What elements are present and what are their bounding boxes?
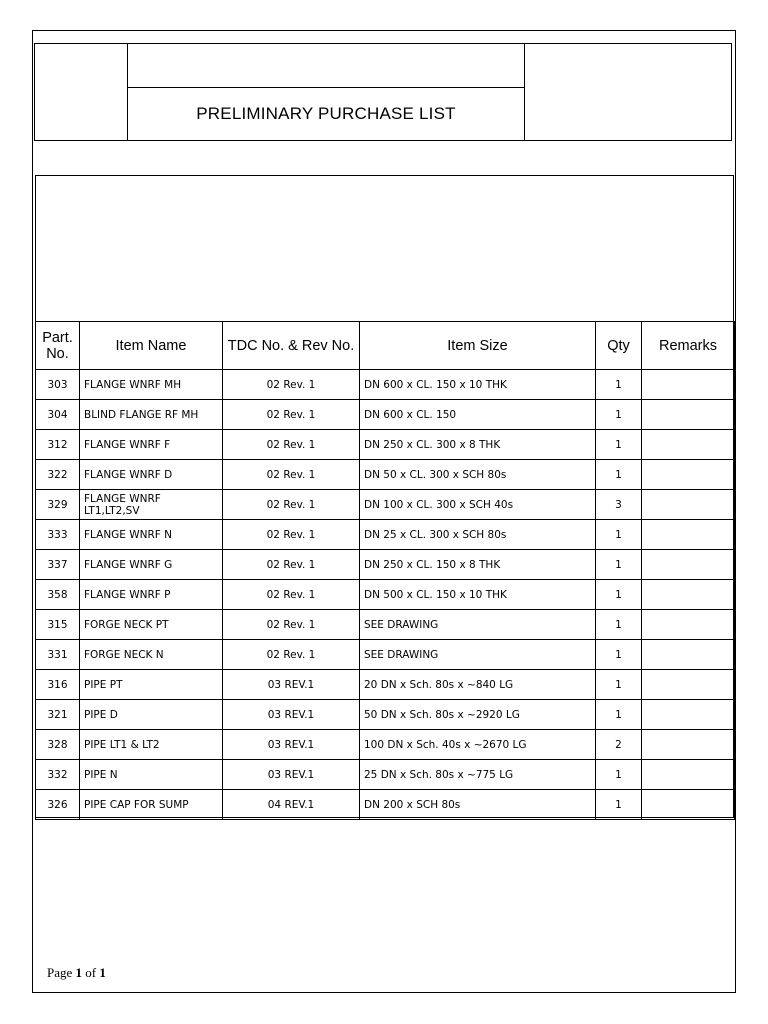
cell-item-size: DN 250 x CL. 150 x 8 THK [360, 550, 596, 580]
cell-part-no: 303 [36, 370, 80, 400]
table-row [36, 400, 735, 430]
table-row [36, 670, 735, 700]
page-total: 1 [99, 965, 106, 980]
document-title: PRELIMINARY PURCHASE LIST [196, 104, 456, 123]
table-row [36, 580, 735, 610]
cell-part-no: 321 [36, 700, 80, 730]
cell-remarks [642, 700, 735, 730]
cell-tdc-no: 02 Rev. 1 [223, 460, 360, 490]
cell-item-name: FLANGE WNRF F [80, 430, 223, 460]
cell-remarks [642, 640, 735, 670]
cell-item-name: FLANGE WNRF D [80, 460, 223, 490]
title-block-top-cell [128, 44, 524, 88]
cell-item-name: PIPE CAP FOR SUMP [80, 790, 223, 820]
cell-part-no: 316 [36, 670, 80, 700]
page-number [47, 965, 106, 981]
cell-qty: 1 [596, 520, 642, 550]
table-row [36, 640, 735, 670]
cell-tdc-no: 03 REV.1 [223, 670, 360, 700]
cell-item-name: FORGE NECK PT [80, 610, 223, 640]
header-qty: Qty [596, 322, 642, 370]
cell-remarks [642, 370, 735, 400]
cell-part-no: 315 [36, 610, 80, 640]
cell-item-name: PIPE LT1 & LT2 [80, 730, 223, 760]
cell-remarks [642, 490, 735, 520]
cell-item-name: FLANGE WNRF G [80, 550, 223, 580]
cell-part-no: 337 [36, 550, 80, 580]
table-row [36, 490, 735, 520]
cell-qty: 1 [596, 430, 642, 460]
cell-item-name: PIPE PT [80, 670, 223, 700]
cell-remarks [642, 760, 735, 790]
table-header-row [36, 322, 735, 370]
header-tdc-no: TDC No. & Rev No. [223, 322, 360, 370]
cell-item-size: DN 50 x CL. 300 x SCH 80s [360, 460, 596, 490]
cell-part-no: 312 [36, 430, 80, 460]
cell-remarks [642, 730, 735, 760]
table-row [36, 520, 735, 550]
cell-item-name: BLIND FLANGE RF MH [80, 400, 223, 430]
cell-qty: 1 [596, 700, 642, 730]
cell-tdc-no: 03 REV.1 [223, 730, 360, 760]
table-row [36, 370, 735, 400]
table-row [36, 700, 735, 730]
cell-remarks [642, 400, 735, 430]
header-part-no: Part. No. [36, 322, 80, 370]
cell-part-no: 329 [36, 490, 80, 520]
cell-item-size: 20 DN x Sch. 80s x ~840 LG [360, 670, 596, 700]
cell-item-size: 25 DN x Sch. 80s x ~775 LG [360, 760, 596, 790]
header-item-name: Item Name [80, 322, 223, 370]
cell-tdc-no: 02 Rev. 1 [223, 400, 360, 430]
cell-qty: 1 [596, 370, 642, 400]
cell-tdc-no: 03 REV.1 [223, 760, 360, 790]
cell-qty: 3 [596, 490, 642, 520]
cell-tdc-no: 02 Rev. 1 [223, 490, 360, 520]
cell-qty: 1 [596, 790, 642, 820]
cell-part-no: 333 [36, 520, 80, 550]
page-of: of [85, 965, 97, 980]
table-row [36, 430, 735, 460]
cell-item-size: 50 DN x Sch. 80s x ~2920 LG [360, 700, 596, 730]
cell-item-name: FLANGE WNRF MH [80, 370, 223, 400]
cell-remarks [642, 790, 735, 820]
cell-item-name: PIPE N [80, 760, 223, 790]
title-block-left-cell [35, 44, 128, 140]
cell-item-size: DN 250 x CL. 300 x 8 THK [360, 430, 596, 460]
cell-remarks [642, 550, 735, 580]
cell-qty: 1 [596, 640, 642, 670]
cell-qty: 1 [596, 580, 642, 610]
cell-qty: 2 [596, 730, 642, 760]
cell-qty: 1 [596, 400, 642, 430]
cell-part-no: 332 [36, 760, 80, 790]
table-row [36, 730, 735, 760]
cell-item-name: FLANGE WNRF N [80, 520, 223, 550]
cell-item-size: DN 600 x CL. 150 [360, 400, 596, 430]
cell-tdc-no: 02 Rev. 1 [223, 580, 360, 610]
page-current: 1 [75, 965, 83, 980]
title-block [34, 43, 732, 141]
cell-qty: 1 [596, 610, 642, 640]
cell-qty: 1 [596, 760, 642, 790]
cell-part-no: 322 [36, 460, 80, 490]
cell-remarks [642, 670, 735, 700]
header-item-size: Item Size [360, 322, 596, 370]
cell-part-no: 331 [36, 640, 80, 670]
cell-tdc-no: 02 Rev. 1 [223, 520, 360, 550]
cell-item-size: DN 200 x SCH 80s [360, 790, 596, 820]
cell-item-size: DN 100 x CL. 300 x SCH 40s [360, 490, 596, 520]
cell-item-name: FLANGE WNRF LT1,LT2,SV [80, 490, 223, 520]
cell-tdc-no: 02 Rev. 1 [223, 370, 360, 400]
cell-item-size: SEE DRAWING [360, 610, 596, 640]
cell-qty: 1 [596, 460, 642, 490]
table-row [36, 610, 735, 640]
cell-item-size: SEE DRAWING [360, 640, 596, 670]
table-row [36, 550, 735, 580]
cell-qty: 1 [596, 550, 642, 580]
header-remarks: Remarks [642, 322, 735, 370]
page-label: Page [47, 965, 73, 980]
cell-item-size: DN 500 x CL. 150 x 10 THK [360, 580, 596, 610]
cell-remarks [642, 520, 735, 550]
cell-item-name: FLANGE WNRF P [80, 580, 223, 610]
cell-part-no: 326 [36, 790, 80, 820]
cell-tdc-no: 03 REV.1 [223, 700, 360, 730]
title-block-center [128, 44, 524, 140]
cell-tdc-no: 04 REV.1 [223, 790, 360, 820]
cell-tdc-no: 02 Rev. 1 [223, 610, 360, 640]
cell-qty: 1 [596, 670, 642, 700]
table-row [36, 760, 735, 790]
cell-item-size: DN 25 x CL. 300 x SCH 80s [360, 520, 596, 550]
cell-remarks [642, 610, 735, 640]
cell-tdc-no: 02 Rev. 1 [223, 430, 360, 460]
cell-tdc-no: 02 Rev. 1 [223, 640, 360, 670]
cell-item-size: DN 600 x CL. 150 x 10 THK [360, 370, 596, 400]
cell-tdc-no: 02 Rev. 1 [223, 550, 360, 580]
cell-remarks [642, 430, 735, 460]
cell-item-size: 100 DN x Sch. 40s x ~2670 LG [360, 730, 596, 760]
table-row [36, 460, 735, 490]
cell-item-name: PIPE D [80, 700, 223, 730]
cell-part-no: 328 [36, 730, 80, 760]
purchase-list-table [35, 321, 735, 820]
cell-item-name: FORGE NECK N [80, 640, 223, 670]
cell-part-no: 358 [36, 580, 80, 610]
cell-remarks [642, 460, 735, 490]
blank-header-area [36, 176, 733, 322]
cell-part-no: 304 [36, 400, 80, 430]
cell-remarks [642, 580, 735, 610]
table-row [36, 790, 735, 820]
title-block-right-cell [524, 44, 731, 140]
